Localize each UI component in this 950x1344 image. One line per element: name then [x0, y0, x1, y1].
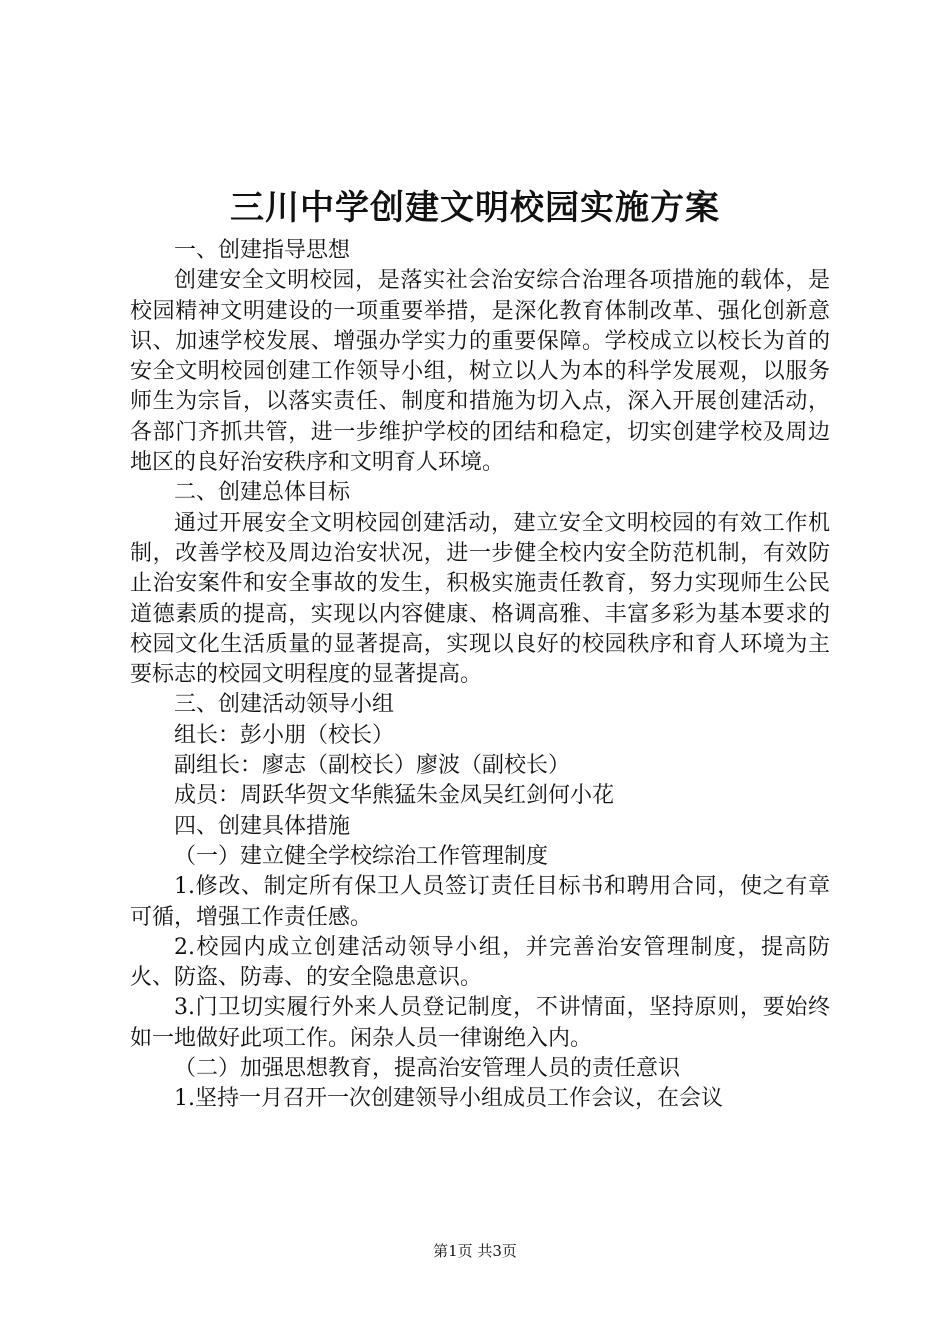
subsection-heading-management-system: （一）建立健全学校综治工作管理制度: [174, 843, 549, 869]
subsection-heading-ideological-education: （二）加强思想教育，提高治安管理人员的责任意识: [174, 1056, 681, 1082]
section-heading-overall-goal: 二、创建总体目标: [174, 480, 351, 506]
document-title: 三川中学创建文明校园实施方案: [230, 188, 720, 228]
paragraph-guiding-thought: 创建安全文明校园，是落实社会治安综合治理各项措施的载体，是校园精神文明建设的一项重要举措，是深化教育体制改革、强化创新意识、加速学校发展、增强办学实力的重要保障。学校成立以校长为首的安全文明校园创建工作领导小组，树立以人为本的科学发展观，以服务师生为宗旨，以落实责任、制度和措施为切入点，深入开展创建活动，各部门齐抓共管，进一步维护学校的团结和稳定，切实创建学校及周边地区的良好治安秩序和文明育人环境。: [130, 268, 830, 476]
leadership-deputy-leaders: 副组长：廖志（副校长）廖波（副校长）: [174, 753, 571, 779]
measure-item-2: 2.校园内成立创建活动领导小组，并完善治安管理制度，提高防火、防盗、防毒、的安全隐患意识。: [130, 934, 830, 991]
leadership-members: 成员：周跃华贺文华熊猛朱金凤吴红剑何小花: [174, 783, 615, 809]
measure-item-1: 1.修改、制定所有保卫人员签订责任目标书和聘用合同，使之有章可循，增强工作责任感。: [130, 874, 830, 930]
paragraph-overall-goal: 通过开展安全文明校园创建活动，建立安全文明校园的有效工作机制，改善学校及周边治安状况，进一步健全校内安全防范机制，有效防止治安案件和安全事故的发生，积极实施责任教育，努力实现师生公民道德素质的提高，实现以内容健康、格调高雅、丰富多彩为基本要求的校园文化生活质量的显著提高，实现以良好的校园秩序和育人环境为主要标志的校园文明程度的显著提高。: [130, 510, 830, 688]
section-heading-leadership-group: 三、创建活动领导小组: [174, 692, 395, 718]
section-heading-guiding-thought: 一、创建指导思想: [174, 238, 351, 263]
measure-item-3: 3.门卫切实履行外来人员登记制度，不讲情面，坚持原则，要始终如一地做好此项工作。闲杂人员一律谢绝入内。: [130, 995, 830, 1051]
education-item-1: 1.坚持一月召开一次创建领导小组成员工作会议，在会议: [174, 1086, 723, 1112]
leadership-leader: 组长：彭小朋（校长）: [174, 722, 395, 748]
section-heading-specific-measures: 四、创建具体措施: [174, 813, 351, 839]
document-body: [130, 236, 830, 1115]
page-number-footer: 第1页 共3页: [433, 1242, 517, 1260]
